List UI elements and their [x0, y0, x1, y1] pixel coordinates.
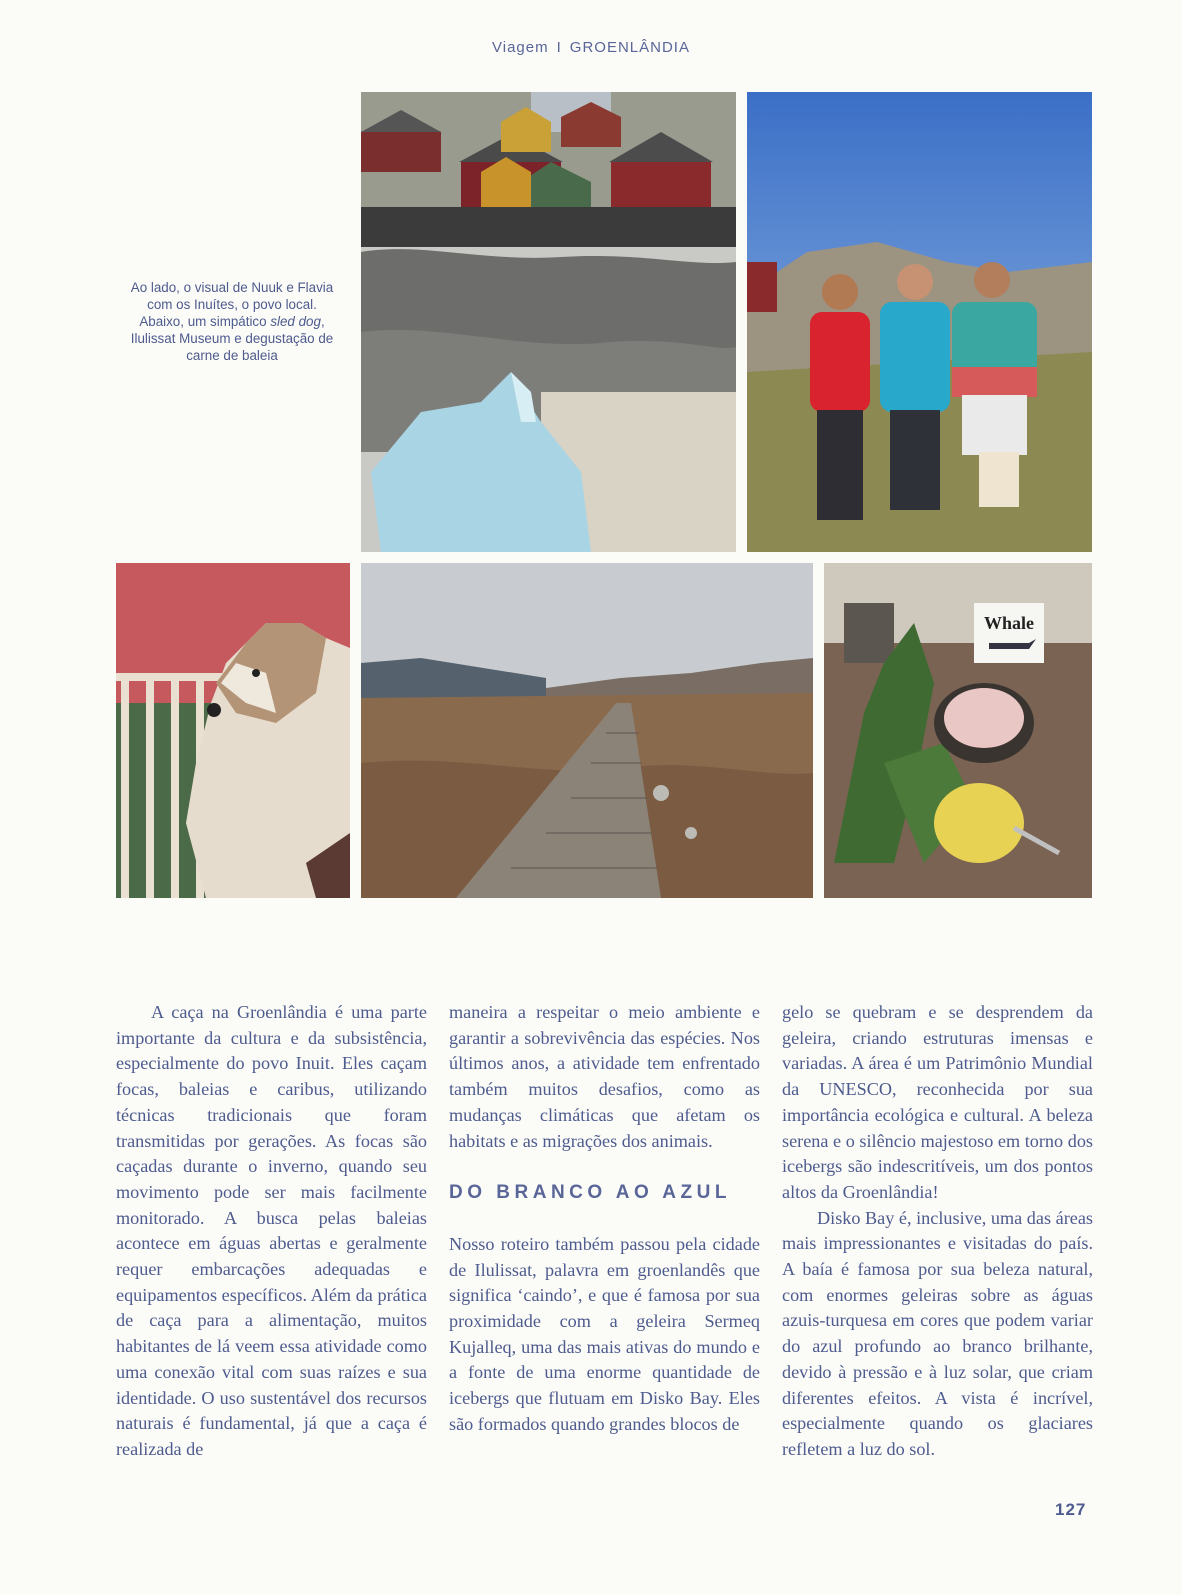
section-subheading: DO BRANCO AO AZUL	[449, 1182, 731, 1204]
photo-caption	[126, 279, 338, 364]
article-paragraph: A caça na Groenlândia é uma parte importante da cultura e da subsistência, especialmente do povo Inuit. Eles caçam focas, baleias e caribus, utilizando técnicas tradicionais que foram transmitidas por gerações. As focas são caçadas durante o inverno, quando seu movimento pode ser mais facilmente monitorado. A busca pelas baleias acontece em águas abertas e geralmente requer embarcações adequadas e equipamentos específicos. Além da prática de caça para a alimentação, muitos habitantes de lá veem essa atividade como uma conexão vital com suas raízes e sua identidade. O uso sustentável dos recursos naturais é fundamental, já que a caça é realizada de	[116, 1002, 427, 1459]
photo-sled-dog	[116, 563, 350, 898]
article-paragraph: maneira a respeitar o meio ambiente e garantir a sobrevivência das espécies. Nos últimos anos, a atividade tem enfrentado também muitos desafios, como as mudanças climáticas que afetam os habitats e as migrações dos animais.	[449, 1002, 760, 1151]
caption-italic: sled dog	[270, 314, 321, 329]
article-paragraph: Disko Bay é, inclusive, uma das áreas mais impressionantes e visitadas do país. A baía é famosa por sua beleza natural, com enormes geleiras sobre as águas azuis-turquesa em cores que podem variar do azul profundo ao branco brilhante, devido à pressão e à luz solar, que criam diferentes efeitos. A vista é incrível, especialmente quando os glaciares refletem a luz do sol.	[782, 1207, 1093, 1459]
whale-sign-text: Whale	[983, 613, 1035, 633]
header-section: Viagem	[492, 39, 549, 56]
article-paragraph: gelo se quebram e se desprendem da geleira, criando estruturas imensas e variadas. A área é um Patrimônio Mundial da UNESCO, reconhecida por sua importância ecológica e cultural. A beleza serena e o silêncio majestoso em torno dos icebergs são indescritíveis, um dos pontos altos da Groenlândia!	[782, 1002, 1093, 1202]
running-header	[0, 39, 1182, 56]
caption-text-a: Ao lado, o visual de Nuuk e Flavia com os Inuítes, o povo local. Abaixo, um simpático	[130, 280, 334, 329]
article-column-3	[782, 1000, 1093, 1463]
article-column-2	[449, 1000, 760, 1438]
article-column-1	[116, 1000, 427, 1463]
header-title: GROENLÂNDIA	[569, 39, 690, 56]
photo-nuuk-houses	[361, 92, 736, 552]
page-number: 127	[1055, 1500, 1087, 1519]
photo-whale-tasting	[824, 563, 1092, 898]
header-separator: I	[556, 39, 562, 56]
article-paragraph: Nosso roteiro também passou pela cidade de Ilulissat, palavra em groenlandês que significa ‘caindo’, e que é famosa por sua proximidade com a geleira Sermeq Kujalleq, uma das mais ativas do mundo e a fonte de uma enorme quantidade de icebergs que flutuam em Disko Bay. Eles são formados quando grandes blocos de	[449, 1233, 760, 1434]
caption-text-b: , Ilulissat Museum e degustação de carne de baleia	[130, 314, 334, 363]
photo-ilulissat-museum	[361, 563, 813, 898]
photo-people-inuits	[747, 92, 1092, 552]
